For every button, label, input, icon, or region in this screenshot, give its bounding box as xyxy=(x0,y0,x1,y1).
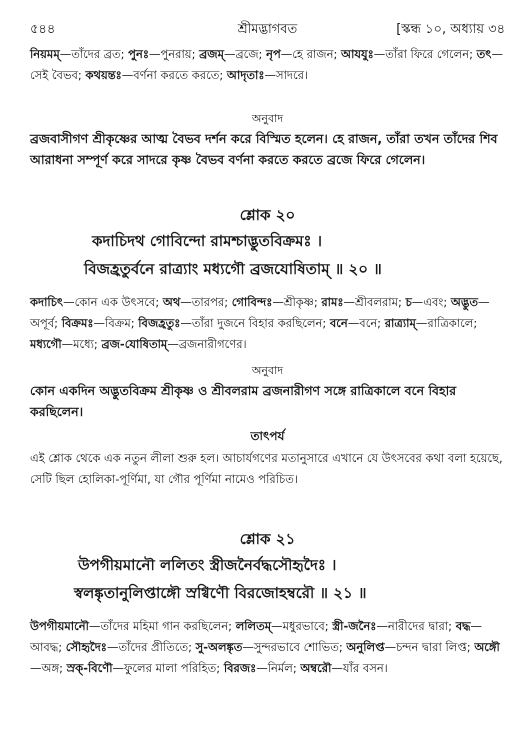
synonym-entry xyxy=(30,47,128,61)
synonym-term: স্ত্রী-জনৈঃ xyxy=(332,619,377,633)
synonym-term: অথ xyxy=(162,295,181,309)
synonym-term: উপগীয়মানৌ xyxy=(30,619,89,633)
synonym-meaning: —কোন এক উৎসবে; xyxy=(63,295,163,309)
synonym-term: অঙ্গৌ xyxy=(474,640,500,654)
synonym-term: সৌহৃদৈঃ xyxy=(65,640,107,654)
synonym-term: গোবিন্দঃ xyxy=(231,295,273,309)
translation-text: ব্রজবাসীগণ শ্রীকৃষ্ণের আত্ম বৈভব দর্শন করে বিস্মিত হলেন। হে রাজন, তাঁরা তখন তাঁদের শিব আরাধনা সম্পূর্ণ করে সাদরে কৃষ্ণ বৈভব বর্ণনা করতে করতে ব্রজে ফিরে গেলেন। xyxy=(30,131,498,167)
synonym-entry xyxy=(266,47,341,61)
synonym-meaning: —ব্রজে; xyxy=(223,47,267,61)
synonym-term: ব্রজম্ xyxy=(199,47,224,61)
synonym-term: কথয়ন্তঃ xyxy=(85,68,122,82)
word-synonyms xyxy=(30,292,505,355)
synonym-term: সু-অলঙ্কৃত xyxy=(195,640,243,654)
verse-line: উপগীয়মানৌ ললিতং স্ত্রীজনৈর্বদ্ধসৌহৃদৈঃ । xyxy=(78,556,337,574)
synonym-entry xyxy=(332,619,455,633)
continued-synonyms xyxy=(30,44,505,86)
synonym-term: নৃপ xyxy=(266,47,281,61)
synonym-entry xyxy=(30,619,236,633)
synonym-meaning: —বর্ণনা করতে করতে; xyxy=(121,68,227,82)
synonym-meaning: —বনে; xyxy=(347,316,385,330)
synonym-meaning: —অপূর্ব; xyxy=(30,295,490,330)
synonym-entry xyxy=(30,337,101,351)
verse-line: বিজহ্রতুর্বনে রাত্র্যাং মধ্যগৌ ব্রজযোষিতাম্ ॥ ২০ ॥ xyxy=(84,260,382,278)
synonym-entry xyxy=(163,295,232,309)
synonym-entry xyxy=(300,661,387,675)
synonym-meaning: —নির্মল; xyxy=(256,661,301,675)
synonym-meaning: —অঙ্গ; xyxy=(30,661,67,675)
synonym-entry xyxy=(227,68,308,82)
synonym-entry xyxy=(406,295,451,309)
page-header xyxy=(30,20,505,42)
synonym-term: রাত্র্যাম্ xyxy=(384,316,416,330)
synonym-term: অদ্ভুত xyxy=(450,295,478,309)
synonym-meaning: —শ্রীবলরাম; xyxy=(343,295,406,309)
word-synonyms xyxy=(30,616,505,679)
synonym-entry xyxy=(128,47,199,61)
synonym-meaning: —হে রাজন; xyxy=(280,47,341,61)
synonym-entry xyxy=(30,295,163,309)
synonym-term: রামঃ xyxy=(321,295,344,309)
synonym-meaning: —রাত্রিকালে; xyxy=(415,316,478,330)
synonym-term: নিয়মম্ xyxy=(30,47,60,61)
synonym-term: পুনঃ xyxy=(128,47,149,61)
synonym-meaning: —শ্রীকৃষ্ণ; xyxy=(272,295,322,309)
synonym-term: বনে xyxy=(329,316,348,330)
synonym-meaning: —সাদরে। xyxy=(264,68,309,82)
translation-heading: অনুবাদ xyxy=(251,364,284,377)
synonym-term: তৎ xyxy=(476,47,492,61)
synonym-entry xyxy=(62,316,139,330)
purport-text: এই শ্লোক থেকে এক নতুন লীলা শুরু হল। আচার্যগণের মতানুসারে এখানে যে উৎসবের কথা বলা হয়েছে, সেটি ছিল হোলিকা-পূর্ণিমা, যা গৌর পূর্ণিমা নামেও পরিচিত। xyxy=(30,451,503,486)
synonym-meaning: —তাঁরা ফিরে গেলেন; xyxy=(373,47,477,61)
verse-heading: শ্লোক ২১ xyxy=(239,530,296,548)
synonym-entry xyxy=(66,640,196,654)
synonym-term: স্রক্-বিণৌ xyxy=(66,661,113,675)
synonym-term: ব্রজ-যোষিতাম্ xyxy=(101,337,168,351)
synonym-meaning: —তাঁরা দুজনে বিহার করছিলেন; xyxy=(180,316,330,330)
verse-line: স্বলঙ্কৃতানুলিপ্তাঙ্গৌ স্রগ্বিণৌ বিরজোহম্বরৌ ॥ ২১ ॥ xyxy=(74,584,367,602)
chapter-reference: [স্কন্ধ ১০, অধ্যায় ৩৪ xyxy=(396,22,505,37)
synonym-entry xyxy=(232,295,322,309)
synonym-meaning: —তাঁদের প্রীতিতে; xyxy=(106,640,196,654)
synonym-term: মধ্যগৌ xyxy=(30,337,62,351)
synonym-term: অনুলিপ্ত xyxy=(346,640,385,654)
synonym-entry xyxy=(321,295,405,309)
synonym-meaning: —যাঁর বসন। xyxy=(331,661,388,675)
synonym-meaning: —আবদ্ধ; xyxy=(30,619,483,654)
synonym-meaning: —পুনরায়; xyxy=(148,47,200,61)
synonym-entry xyxy=(196,640,347,654)
verse-line: কদাচিদথ গোবিন্দো রামশ্চাদ্ভুতবিক্রমঃ । xyxy=(92,232,323,250)
synonym-meaning: —মধুরভাবে; xyxy=(271,619,333,633)
page-number: ৫৪৪ xyxy=(30,22,56,37)
synonym-entry xyxy=(85,68,226,82)
synonym-meaning: —তারপর; xyxy=(180,295,232,309)
synonym-meaning: —তাঁদের মহিমা গান করছিলেন; xyxy=(88,619,236,633)
synonym-entry xyxy=(138,316,330,330)
synonym-meaning: —বিক্রম; xyxy=(93,316,139,330)
synonym-meaning: —চন্দন দ্বারা লিপ্ত; xyxy=(384,640,475,654)
synonym-meaning: —মধ্যে; xyxy=(61,337,102,351)
synonym-entry xyxy=(346,640,474,654)
synonym-meaning: —ব্রজনারীগণের। xyxy=(167,337,247,351)
synonym-meaning: —ফুলের মালা পরিহিত; xyxy=(112,661,224,675)
synonym-entry xyxy=(236,619,333,633)
synonym-term: ললিতম্ xyxy=(235,619,272,633)
synonym-entry xyxy=(67,661,224,675)
synonym-term: বিরজঃ xyxy=(223,661,257,675)
synonym-entry xyxy=(341,47,477,61)
synonym-entry xyxy=(224,661,301,675)
synonym-entry xyxy=(101,337,246,351)
purport-heading: তাৎপর্য xyxy=(250,429,285,443)
synonym-meaning: —সেই বৈভব; xyxy=(30,47,503,82)
synonym-term: বিজহ্রতুঃ xyxy=(138,316,181,330)
translation-heading: অনুবাদ xyxy=(251,112,284,125)
synonym-meaning: —তাঁদের ব্রত; xyxy=(59,47,129,61)
synonym-term: চ xyxy=(405,295,412,309)
synonym-term: আদৃতাঃ xyxy=(226,68,265,82)
translation-text: কোন একদিন অদ্ভুতবিক্রম শ্রীকৃষ্ণ ও শ্রীবলরাম ব্রজনারীগণ সঙ্গে রাত্রিকালে বনে বিহার করছিলেন। xyxy=(30,383,457,419)
running-title: শ্রীমদ্ভাগবত xyxy=(237,22,298,37)
verse-heading: শ্লোক ২০ xyxy=(239,206,296,224)
synonym-meaning: —এবং; xyxy=(411,295,451,309)
synonym-term: অম্বরৌ xyxy=(300,661,332,675)
synonym-meaning: —সুন্দরভাবে শোভিত; xyxy=(242,640,347,654)
synonym-term: আযযুঃ xyxy=(340,47,374,61)
synonym-entry xyxy=(330,316,385,330)
synonym-meaning: —নারীদের দ্বারা; xyxy=(376,619,456,633)
synonym-term: বদ্ধ xyxy=(455,619,471,633)
synonym-entry xyxy=(199,47,266,61)
synonym-term: কদাচিৎ xyxy=(30,295,64,309)
synonym-entry xyxy=(385,316,478,330)
synonym-term: বিক্রমঃ xyxy=(61,316,94,330)
